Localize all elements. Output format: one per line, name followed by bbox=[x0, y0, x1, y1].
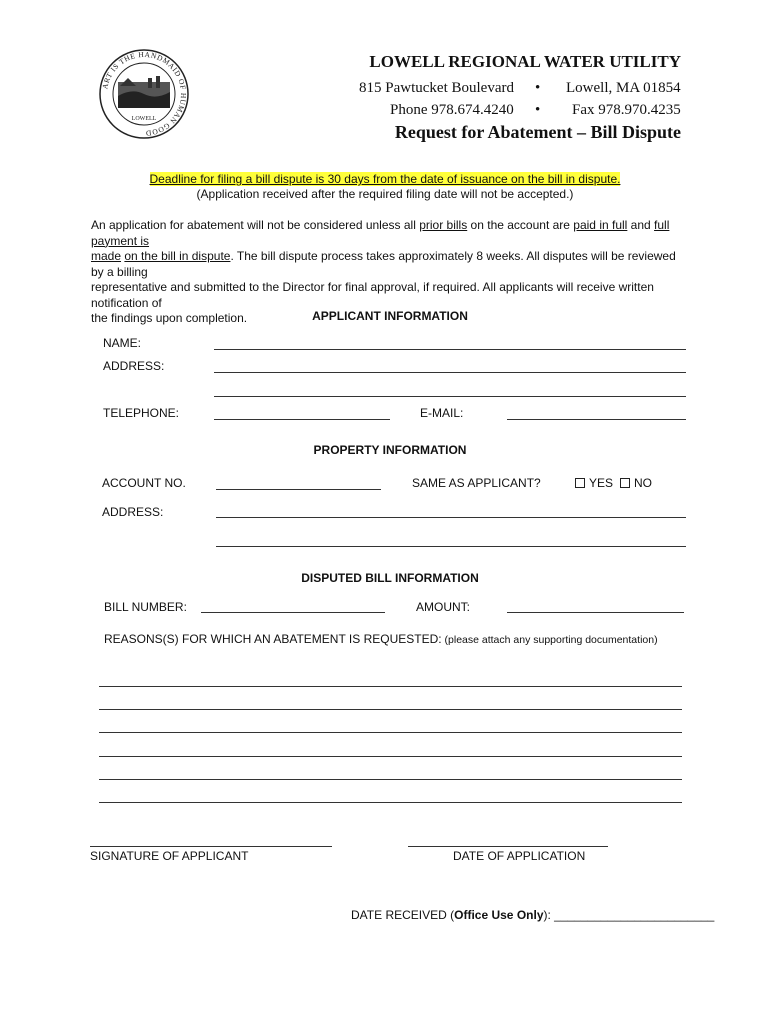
same-as-applicant-label: SAME AS APPLICANT? bbox=[412, 476, 541, 490]
deadline-note: (Application received after the required filing date will not be accepted.) bbox=[196, 187, 574, 201]
reasons-line-5[interactable] bbox=[99, 779, 682, 780]
no-checkbox[interactable] bbox=[620, 478, 630, 488]
yes-option[interactable] bbox=[575, 476, 613, 490]
intro-line-2: made on the bill in dispute. The bill dispute process takes approximately 8 weeks. All disputes will be reviewed by a billing bbox=[91, 249, 676, 279]
yes-label: YES bbox=[589, 476, 614, 490]
fax-number: Fax 978.970.4235 bbox=[572, 102, 681, 118]
signature-field[interactable] bbox=[90, 846, 332, 847]
property-heading: PROPERTY INFORMATION bbox=[313, 443, 467, 457]
seal-graphic bbox=[98, 48, 190, 140]
address-city: Lowell, MA 01854 bbox=[566, 80, 681, 96]
org-name: LOWELL REGIONAL WATER UTILITY bbox=[369, 52, 681, 71]
applicant-address-label: ADDRESS: bbox=[103, 359, 165, 373]
telephone-field[interactable] bbox=[214, 419, 390, 420]
reasons-line-6[interactable] bbox=[99, 802, 682, 803]
reasons-line-4[interactable] bbox=[99, 756, 682, 757]
email-field[interactable] bbox=[507, 419, 686, 420]
address-street: 815 Pawtucket Boulevard bbox=[359, 80, 514, 96]
name-field[interactable] bbox=[214, 349, 686, 350]
phone-number: Phone 978.674.4240 bbox=[390, 102, 514, 118]
deadline-text: Deadline for filing a bill dispute is 30 days from the date of issuance on the bill in dispute. bbox=[149, 172, 621, 186]
intro-line-3: representative and submitted to the Director for final approval, if required. All applicants will receive written notification of bbox=[91, 280, 654, 310]
yes-checkbox[interactable] bbox=[575, 478, 585, 488]
applicant-heading: APPLICANT INFORMATION bbox=[312, 309, 468, 323]
property-address-label: ADDRESS: bbox=[102, 505, 164, 519]
reasons-line-3[interactable] bbox=[99, 732, 682, 733]
applicant-address-field-2[interactable] bbox=[214, 396, 686, 397]
bill-number-field[interactable] bbox=[201, 612, 385, 613]
name-label: NAME: bbox=[103, 336, 142, 350]
reasons-label bbox=[104, 632, 658, 646]
deadline-notice bbox=[0, 172, 770, 186]
date-of-application-field[interactable] bbox=[408, 846, 608, 847]
header-bullet-2: • bbox=[535, 102, 541, 118]
reasons-note: (please attach any supporting documentation) bbox=[441, 634, 658, 646]
form-title: Request for Abatement – Bill Dispute bbox=[394, 122, 681, 142]
applicant-address-field-1[interactable] bbox=[214, 372, 686, 373]
city-seal bbox=[98, 48, 190, 140]
intro-line-4: the findings upon completion. bbox=[91, 311, 248, 325]
intro-line-1: An application for abatement will not be considered unless all prior bills on the account are paid in full and full payment is bbox=[91, 218, 670, 248]
amount-field[interactable] bbox=[507, 612, 684, 613]
bill-heading: DISPUTED BILL INFORMATION bbox=[301, 571, 479, 585]
reasons-line-1[interactable] bbox=[99, 686, 682, 687]
property-address-field-2[interactable] bbox=[216, 546, 686, 547]
no-option[interactable] bbox=[620, 476, 652, 490]
reasons-line-2[interactable] bbox=[99, 709, 682, 710]
no-label: NO bbox=[634, 476, 652, 490]
amount-label: AMOUNT: bbox=[416, 600, 470, 614]
telephone-label: TELEPHONE: bbox=[103, 406, 180, 420]
office-use-only: Office Use Only bbox=[454, 908, 544, 922]
reasons-label-text: REASONS(S) FOR WHICH AN ABATEMENT IS REQUESTED: bbox=[104, 632, 442, 646]
signature-label: SIGNATURE OF APPLICANT bbox=[90, 849, 249, 863]
bill-number-label: BILL NUMBER: bbox=[104, 600, 187, 614]
property-address-field-1[interactable] bbox=[216, 517, 686, 518]
account-number-label: ACCOUNT NO. bbox=[102, 476, 186, 490]
account-number-field[interactable] bbox=[216, 489, 381, 490]
seal-bottom-text: LOWELL bbox=[131, 116, 157, 122]
header-bullet-1: • bbox=[535, 80, 541, 96]
date-of-application-label: DATE OF APPLICATION bbox=[453, 849, 586, 863]
seal-ring-text: ART IS THE HANDMAID OF HUMAN GOOD bbox=[100, 49, 189, 139]
email-label: E-MAIL: bbox=[420, 406, 464, 420]
date-received: DATE RECEIVED (Office Use Only): ________________________ bbox=[351, 908, 715, 922]
